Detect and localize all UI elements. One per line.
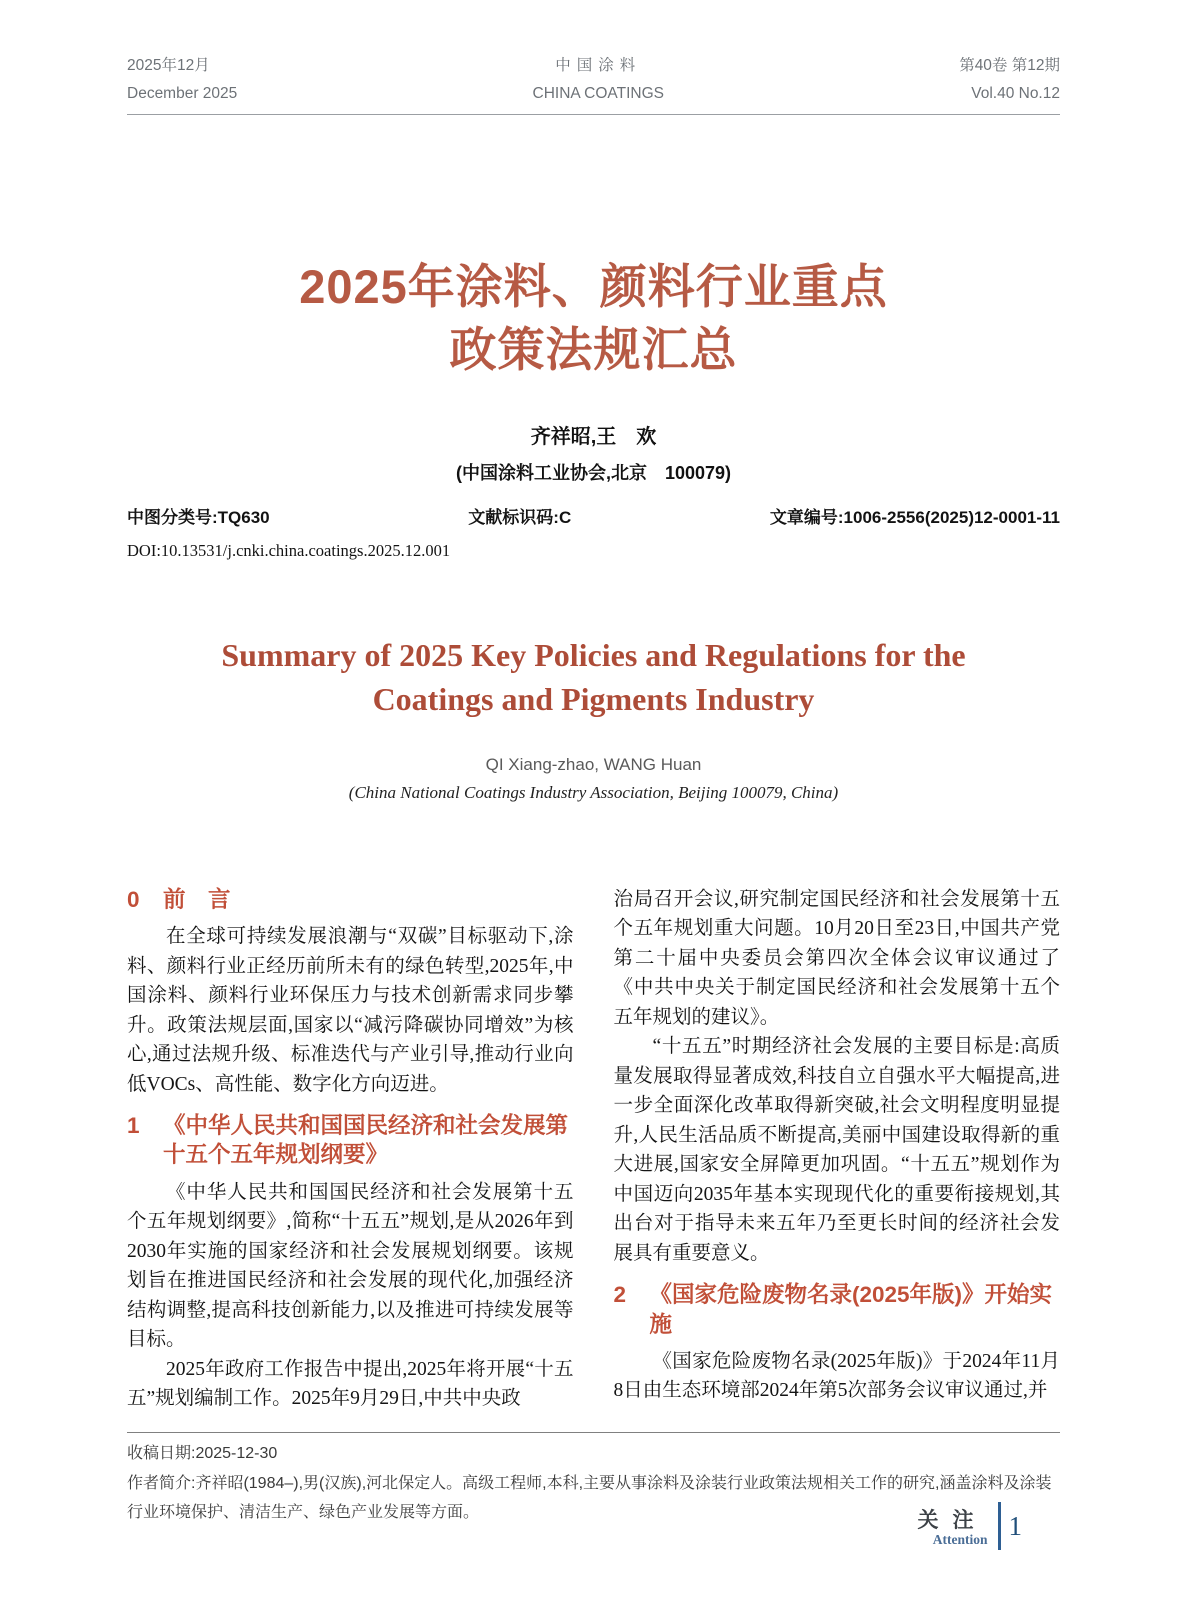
article-body [127, 885, 1060, 1430]
section-2-title: 《国家危险废物名录(2025年版)》开始实施 [649, 1282, 1053, 1337]
section-0-number: 0 [127, 886, 140, 912]
body-paragraph: 在全球可持续发展浪潮与“双碳”目标驱动下,涂料、颜料行业正经历前所未有的绿色转型,2025年,中国涂料、颜料行业环保压力与技术创新需求同步攀升。政策法规层面,国家以“减污降碳协同增效”为核心,通过法规升级、标准迭代与产业引导,推动行业向低VOCs、高性能、数字化方向迈进。 [127, 926, 574, 1095]
authors-cn: 齐祥昭,王 欢 [530, 425, 657, 448]
doi: DOI:10.13531/j.cnki.china.coatings.2025.12.001 [127, 540, 451, 560]
article-title-cn [127, 255, 1060, 382]
section-0-title: 前 言 [163, 886, 231, 912]
issue-date-en: December 2025 [127, 84, 238, 102]
header-journal-name [533, 52, 664, 108]
article-title-cn-line2: 政策法规汇总 [449, 323, 738, 377]
right-column [614, 885, 1061, 1430]
clc-number: 中图分类号:TQ630 [127, 507, 270, 527]
volume-issue-en: Vol.40 No.12 [971, 84, 1060, 102]
affiliation-en: (China National Coatings Industry Association, Beijing 100079, China) [348, 782, 839, 802]
article-title-en-line1: Summary of 2025 Key Policies and Regulations for the [221, 636, 966, 673]
footnote-divider [127, 1432, 1060, 1433]
header-divider [127, 114, 1060, 115]
section-1-number: 1 [127, 1113, 140, 1139]
author-bio: 作者简介:齐祥昭(1984–),男(汉族),河北保定人。高级工程师,本科,主要从事涂料及涂装行业政策法规相关工作的研究,涵盖涂料及涂装行业环境保护、清洁生产、绿色产业发展等方面。 [127, 1474, 1052, 1522]
footer-section-labels [904, 1504, 988, 1548]
section-0-heading [127, 885, 574, 914]
section-1-heading [127, 1111, 574, 1170]
volume-issue-cn: 第40卷 第12期 [959, 57, 1060, 74]
issue-date-cn: 2025年12月 [127, 57, 210, 74]
journal-name-cn: 中国涂料 [555, 57, 642, 74]
received-date: 收稿日期:2025-12-30 [127, 1444, 278, 1462]
body-paragraph: 《国家危险废物名录(2025年版)》于2024年11月8日由生态环境部2024年第5次部务会议审议通过,并 [613, 1350, 1060, 1402]
journal-header [127, 52, 1060, 108]
left-column [127, 885, 574, 1430]
body-paragraph: 2025年政府工作报告中提出,2025年将开展“十五五”规划编制工作。2025年9月29日,中共中央政 [127, 1358, 574, 1410]
article-id: 文章编号:1006-2556(2025)12-0001-11 [769, 507, 1060, 527]
authors-en: QI Xiang-zhao, WANG Huan [485, 754, 702, 774]
article-title-en-line2: Coatings and Pigments Industry [372, 680, 815, 717]
journal-name-en: CHINA COATINGS [532, 84, 664, 102]
section-2-heading [614, 1280, 1061, 1339]
footer-divider-bar [998, 1502, 1001, 1550]
footer-section-cn: 关注 [917, 1509, 988, 1532]
body-paragraph: 治局召开会议,研究制定国民经济和社会发展第十五个五年规划重大问题。10月20日至23日,中国共产党第二十届中央委员会第四次全体会议审议通过了《中共中央关于制定国民经济和社会发展第十五个五年规划的建议》。 [613, 888, 1060, 1028]
page-number: 1 [1008, 1510, 1022, 1541]
body-paragraph: 《中华人民共和国国民经济和社会发展第十五个五年规划纲要》,简称“十五五”规划,是从2026年到2030年实施的国家经济和社会发展规划纲要。该规划旨在推进国民经济和社会发展的现代化,加强经济结构调整,提高科技创新能力,以及推进可持续发展等目标。 [127, 1181, 574, 1351]
section-2-number: 2 [613, 1282, 627, 1308]
metadata-row [127, 503, 1060, 528]
header-issue-date [127, 52, 237, 108]
article-title-en [100, 633, 1087, 721]
article-title-cn-line1: 2025年涂料、颜料行业重点 [299, 259, 888, 313]
footer-section-en: Attention [932, 1532, 988, 1547]
document-code: 文献标识码:C [468, 507, 572, 527]
page-footer [904, 1502, 1023, 1550]
section-1-title: 《中华人民共和国国民经济和社会发展第十五个五年规划纲要》 [163, 1113, 569, 1168]
affiliation-cn: (中国涂料工业协会,北京 100079) [455, 462, 732, 483]
body-paragraph: “十五五”时期经济社会发展的主要目标是:高质量发展取得显著成效,科技自立自强水平大幅提高,进一步全面深化改革取得新突破,社会文明程度明显提升,人民生活品质不断提高,美丽中国建设取得新的重大进展,国家安全屏障更加巩固。“十五五”规划作为中国迈向2035年基本实现现代化的重要衔接规划,其出台对于指导未来五年乃至更长时间的经济社会发展具有重要意义。 [613, 1036, 1060, 1264]
header-volume-issue [959, 52, 1060, 108]
